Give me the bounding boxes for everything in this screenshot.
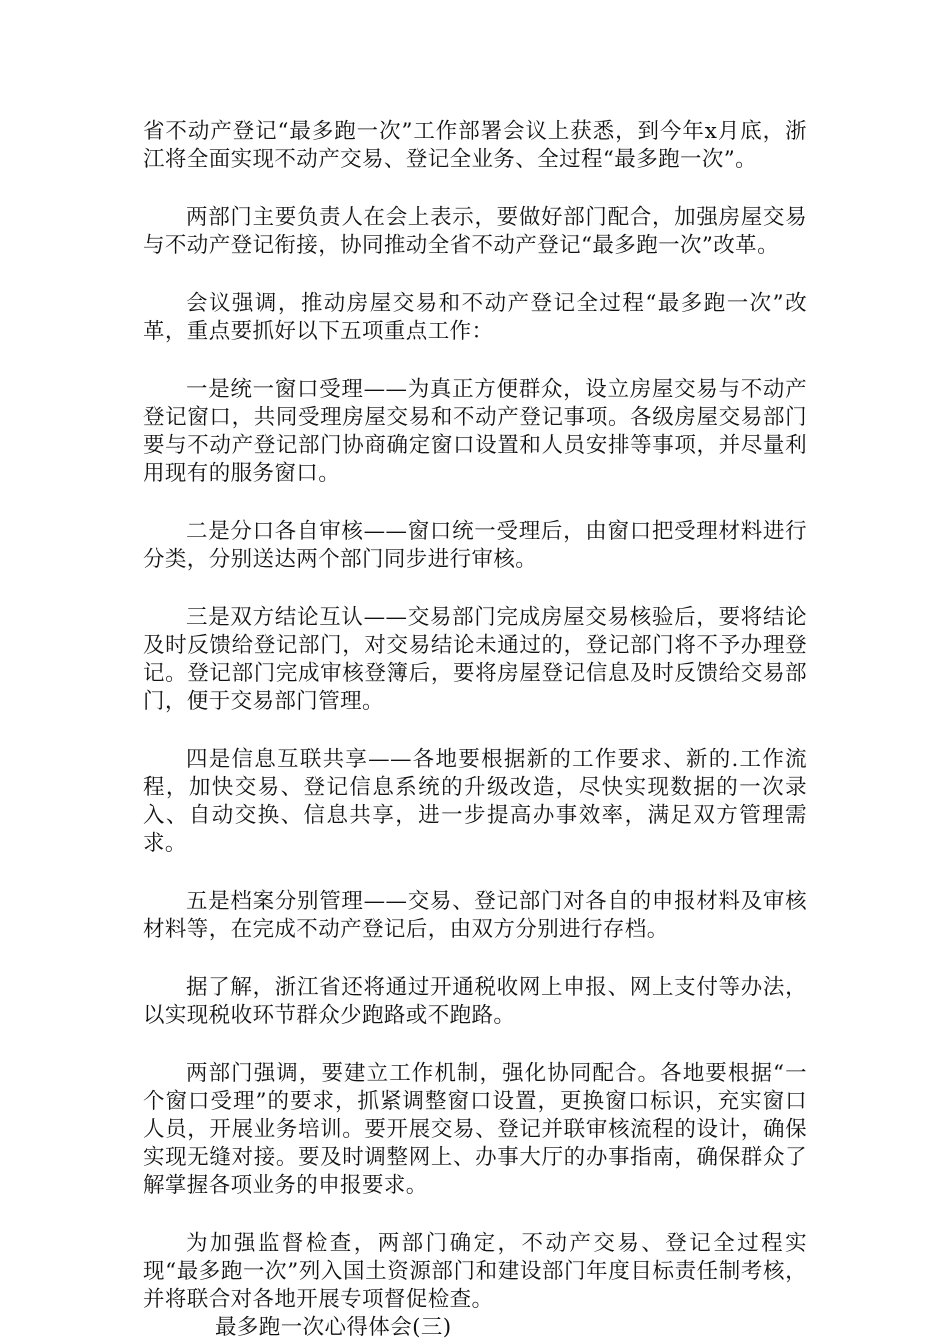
paragraph-item-5: 五是档案分别管理——交易、登记部门对各自的申报材料及审核材料等，在完成不动产登记后，由双方分别进行存档。 — [143, 889, 807, 942]
paragraph-meeting-emphasis: 会议强调，推动房屋交易和不动产登记全过程“最多跑一次”改革，重点要抓好以下五项重点工作： — [143, 291, 807, 344]
paragraph-supervision: 为加强监督检查，两部门确定，不动产交易、登记全过程实现“最多跑一次”列入国土资源部门和建设部门年度目标责任制考核，并将联合对各地开展专项督促检查。 — [143, 1231, 807, 1312]
paragraph-work-mechanism: 两部门强调，要建立工作机制，强化协同配合。各地要根据“一个窗口受理”的要求，抓紧调整窗口设置，更换窗口标识，充实窗口人员，开展业务培训。要开展交易、登记并联审核流程的设计，确保实现无缝对接。要及时调整网上、办事大厅的办事指南，确保群众了解掌握各项业务的申报要求。 — [143, 1061, 807, 1198]
paragraph-item-2: 二是分口各自审核——窗口统一受理后，由窗口把受理材料进行分类，分别送达两个部门同步进行审核。 — [143, 519, 807, 572]
paragraph-department-heads: 两部门主要负责人在会上表示，要做好部门配合，加强房屋交易与不动产登记衔接，协同推动全省不动产登记“最多跑一次”改革。 — [143, 205, 807, 258]
paragraph-intro: 省不动产登记“最多跑一次”工作部署会议上获悉，到今年x月底，浙江将全面实现不动产交易、登记全业务、全过程“最多跑一次”。 — [143, 119, 807, 172]
paragraph-item-1: 一是统一窗口受理——为真正方便群众，设立房屋交易与不动产登记窗口，共同受理房屋交易和不动产登记事项。各级房屋交易部门要与不动产登记部门协商确定窗口设置和人员安排等事项，并尽量利用现有的服务窗口。 — [143, 377, 807, 486]
paragraph-tax-online: 据了解，浙江省还将通过开通税收网上申报、网上支付等办法，以实现税收环节群众少跑路或不跑路。 — [143, 975, 807, 1028]
next-section-heading: 最多跑一次心得体会(三) — [215, 1315, 452, 1340]
paragraph-item-3: 三是双方结论互认——交易部门完成房屋交易核验后，要将结论及时反馈给登记部门，对交易结论未通过的，登记部门将不予办理登记。登记部门完成审核登簿后，要将房屋登记信息及时反馈给交易部门，便于交易部门管理。 — [143, 605, 807, 714]
document-page — [143, 118, 807, 1342]
paragraph-item-4: 四是信息互联共享——各地要根据新的工作要求、新的.工作流程，加快交易、登记信息系统的升级改造，尽快实现数据的一次录入、自动交换、信息共享，进一步提高办事效率，满足双方管理需求。 — [143, 747, 807, 856]
